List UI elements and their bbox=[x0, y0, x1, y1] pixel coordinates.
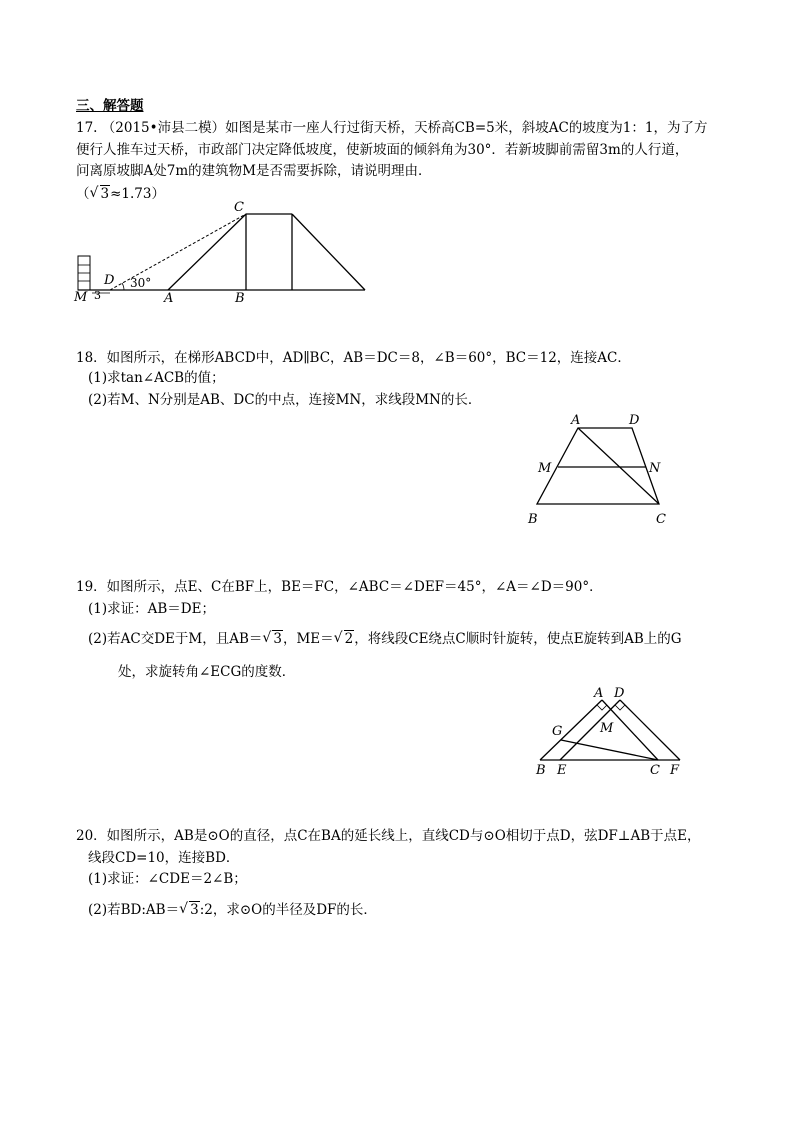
q18-part2: (2)若M、N分别是AB、DC的中点，连接MN，求线段MN的长． bbox=[88, 392, 482, 408]
q19-part2-b: ，ME＝ bbox=[282, 631, 334, 647]
section-title: 三、解答题 bbox=[76, 98, 144, 114]
q17-hint-radicand: 3 bbox=[100, 186, 110, 202]
q17-line1: 17. （2015•沛县二模）如图是某市一座人行过街天桥，天桥高CB=5米，斜坡AC的坡度为1：1，为了方 bbox=[76, 120, 708, 136]
label-e: E bbox=[557, 763, 567, 778]
q20-part1: (1)求证：∠CDE＝2∠B； bbox=[88, 871, 247, 887]
q19-part2 bbox=[88, 628, 682, 650]
q20-line1: 20．如图所示，AB是⊙O的直径，点C在BA的延长线上，直线CD与⊙O相切于点D，弦DF⊥AB于点E， bbox=[76, 828, 701, 844]
label-b: B bbox=[536, 763, 546, 778]
q17-bridge-figure bbox=[70, 198, 380, 310]
q17-line2: 便行人推车过天桥，市政部门决定降低坡度，使新坡面的倾斜角为30°．若新坡脚前需留3m的人行道， bbox=[76, 142, 689, 158]
sqrt-symbol bbox=[334, 628, 355, 650]
sqrt-symbol bbox=[262, 628, 283, 650]
label-m: M bbox=[74, 290, 88, 305]
label-a: A bbox=[571, 413, 581, 428]
segment-gc bbox=[561, 740, 658, 760]
q18-line1: 18．如图所示，在梯形ABCD中，AD∥BC，AB＝DC＝8，∠B＝60°，BC＝12，连接AC． bbox=[76, 350, 631, 366]
label-d: D bbox=[629, 413, 640, 428]
q20-part2 bbox=[88, 899, 377, 921]
label-c: C bbox=[650, 763, 660, 778]
q20-part2-b: :2，求⊙O的半径及DF的长． bbox=[199, 902, 377, 918]
q17-hint-rest: ≈1.73） bbox=[110, 186, 165, 202]
q18-part1: (1)求tan∠ACB的值； bbox=[88, 370, 225, 386]
label-c: C bbox=[656, 512, 666, 527]
q19-part2-c: ，将线段CE绕点C顺时针旋转，使点E旋转到AB上的G bbox=[354, 631, 682, 647]
label-g: G bbox=[552, 724, 563, 739]
label-b: B bbox=[528, 512, 538, 527]
label-30deg: 30° bbox=[130, 276, 152, 290]
q19-line1: 19．如图所示，点E、C在BF上，BE＝FC，∠ABC＝∠DEF＝45°，∠A＝∠D＝90°． bbox=[76, 579, 603, 595]
q19-triangles-figure bbox=[530, 682, 690, 778]
q19-part2-a: (2)若AC交DE于M，且AB＝ bbox=[88, 631, 263, 647]
segment-ac bbox=[578, 428, 659, 504]
label-d: D bbox=[104, 273, 115, 288]
q17-line3: 问离原坡脚A处7m的建筑物M是否需要拆除，请说明理由． bbox=[76, 163, 432, 179]
label-c: C bbox=[234, 200, 244, 215]
q19-part1: (1)求证：AB＝DE； bbox=[88, 601, 215, 617]
label-a: A bbox=[594, 686, 604, 701]
q20-part2-radicand: 3 bbox=[190, 902, 199, 918]
sqrt-symbol bbox=[179, 899, 200, 921]
label-3: 3 bbox=[94, 289, 101, 302]
q20-line2: 线段CD=10，连接BD． bbox=[88, 850, 240, 866]
label-n: N bbox=[649, 461, 661, 476]
q19-part2-radicand2: 2 bbox=[344, 631, 354, 647]
label-m: M bbox=[538, 461, 552, 476]
trapezoid-abcd bbox=[537, 428, 659, 504]
label-a: A bbox=[164, 291, 174, 306]
q17-hint-open: （ bbox=[76, 186, 90, 202]
slope-ac bbox=[168, 214, 246, 290]
q19-part2-radicand1: 3 bbox=[273, 631, 282, 647]
label-f: F bbox=[670, 763, 680, 778]
q19-part2-line2: 处，求旋转角∠ECG的度数． bbox=[118, 664, 296, 680]
label-b: B bbox=[235, 291, 245, 306]
label-m: M bbox=[600, 721, 614, 736]
q20-part2-a: (2)若BD:AB＝ bbox=[88, 902, 180, 918]
q18-trapezoid-figure bbox=[525, 408, 675, 530]
label-d: D bbox=[614, 686, 625, 701]
